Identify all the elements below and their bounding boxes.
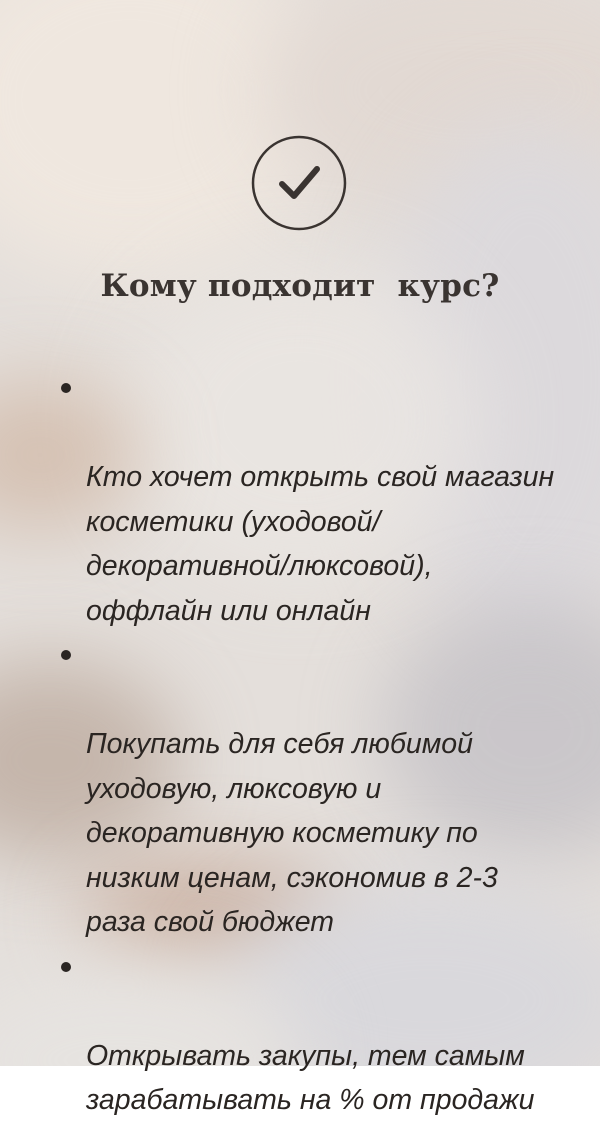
list-item-text: Покупать для себя любимой уходовую, люксовую и декоративную косметику по низким ценам, сэкономив в 2-3 раза свой бюджет	[86, 728, 498, 938]
page-title: Кому подходит курс?	[100, 268, 500, 304]
list-item	[0, 366, 600, 633]
bullet-icon	[61, 383, 71, 393]
list-item-text: Кто хочет открыть свой магазин косметики (уходовой/ декоративной/люксовой), оффлайн или онлайн	[86, 461, 555, 627]
check-circle-icon	[251, 135, 347, 231]
bullet-icon	[61, 650, 71, 660]
list-item-text: Открывать закупы, тем самым зарабатывать на % от продажи	[86, 1039, 535, 1116]
audience-list	[0, 366, 600, 1123]
list-item	[0, 945, 600, 1123]
list-item	[0, 633, 600, 945]
bullet-icon	[61, 962, 71, 972]
